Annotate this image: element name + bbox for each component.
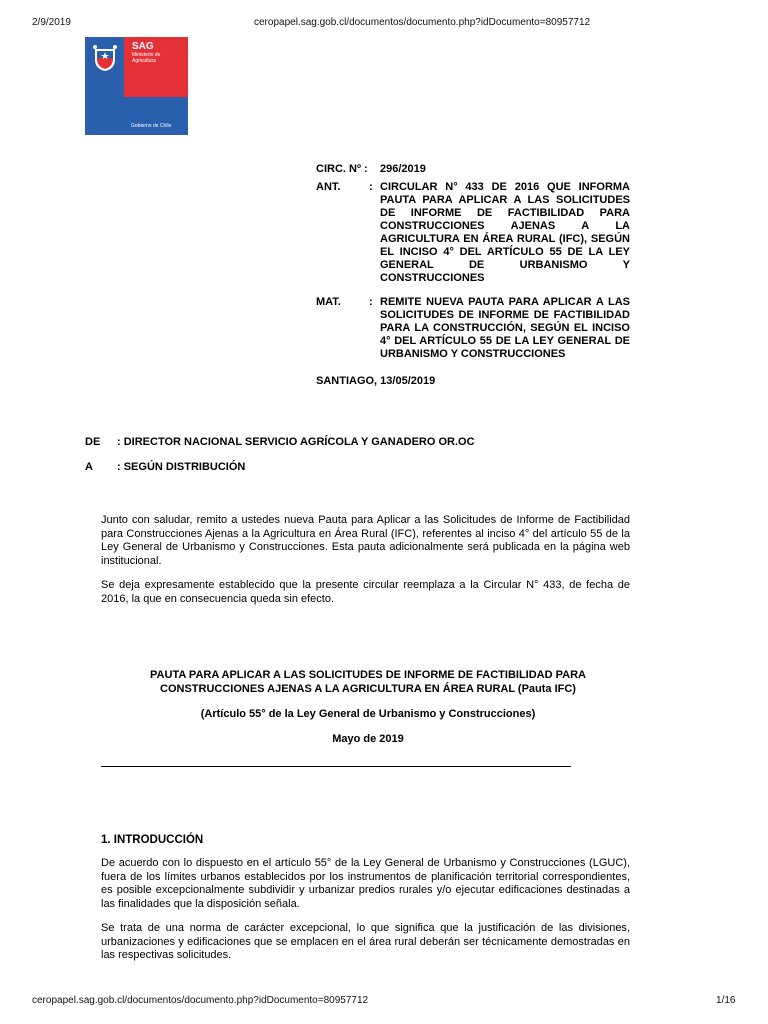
footer-url: ceropapel.sag.gob.cl/documentos/documento.php?idDocumento=80957712: [32, 995, 369, 1006]
circ-label: CIRC. Nº :: [316, 163, 368, 175]
ant-colon: :: [369, 181, 373, 193]
section-divider: [101, 766, 571, 767]
place-date: SANTIAGO, 13/05/2019: [316, 375, 436, 387]
coat-of-arms-icon: [91, 43, 119, 73]
mat-value: REMITE NUEVA PAUTA PARA APLICAR A LAS SOLICITUDES DE INFORME DE FACTIBILIDAD PARA LA CONSTRUCCIÓN, SEGÚN EL INCISO 4° DEL ARTÍCULO 55 DE LA LEY GENERAL DE URBANISMO Y CONSTRUCCIONES: [380, 296, 630, 360]
de-label: DE: [85, 436, 101, 448]
mat-colon: :: [369, 296, 373, 308]
a-value: : SEGÚN DISTRIBUCIÓN: [117, 461, 246, 473]
logo-gov: Gobierno de Chile: [131, 123, 172, 129]
de-value: : DIRECTOR NACIONAL SERVICIO AGRÍCOLA Y GANADERO OR.OC: [117, 436, 475, 448]
paragraph-2: Se deja expresamente establecido que la presente circular reemplaza a la Circular N° 433, de fecha de 2016, la que en consecuencia queda sin efecto.: [101, 579, 630, 605]
ant-label: ANT.: [316, 181, 341, 193]
circ-value: 296/2019: [380, 163, 426, 175]
sag-logo: [85, 37, 188, 135]
mat-label: MAT.: [316, 296, 341, 308]
logo-org: SAG: [132, 41, 154, 52]
paragraph-1: Junto con saludar, remito a ustedes nueva Pauta para Aplicar a las Solicitudes de Informe de Factibilidad para Construcciones Ajenas a la Agricultura en Área Rural (IFC), referentes al inciso 4° del artículo 55 de la Ley General de Urbanismo y Construcciones. Esta pauta adicionalmente será publicada en la página web institucional.: [101, 514, 630, 567]
page-number: 1/16: [716, 995, 736, 1006]
pauta-title: PAUTA PARA APLICAR A LAS SOLICITUDES DE INFORME DE FACTIBILIDAD PARA CONSTRUCCIONES AJENAS A LA AGRICULTURA EN ÁREA RURAL (Pauta IFC): [150, 669, 586, 695]
ant-value: CIRCULAR N° 433 DE 2016 QUE INFORMA PAUTA PARA APLICAR A LAS SOLICITUDES DE INFORME DE FACTIBILIDAD PARA CONSTRUCCIONES AJENAS A LA AGRICULTURA EN ÁREA RURAL (IFC), SEGÚN EL INCISO 4° DEL ARTÍCULO 55 DE LA LEY GENERAL DE URBANISMO Y CONSTRUCCIONES: [380, 181, 630, 284]
section-paragraph-2: Se trata de una norma de carácter excepcional, lo que significa que la justificación de las divisiones, urbanizaciones y edificaciones que se emplacen en el área rural deberán ser técnicamente demostradas en las respectivas solicitudes.: [101, 922, 630, 961]
a-label: A: [85, 461, 93, 473]
logo-ministry: Ministerio de Agricultura: [132, 52, 161, 64]
section-heading: 1. INTRODUCCIÓN: [101, 834, 204, 846]
pauta-subtitle: (Artículo 55° de la Ley General de Urbanismo y Construcciones): [200, 708, 536, 720]
print-url: ceropapel.sag.gob.cl/documentos/documento.php?idDocumento=80957712: [254, 17, 591, 28]
pauta-date: Mayo de 2019: [332, 733, 404, 745]
print-date: 2/9/2019: [32, 17, 71, 28]
section-paragraph-1: De acuerdo con lo dispuesto en el artículo 55° de la Ley General de Urbanismo y Construcciones (LGUC), fuera de los límites urbanos establecidos por los instrumentos de planificación territorial correspondientes, es posible excepcionalmente subdividir y urbanizar predios rurales y/o ejecutar edificaciones destinadas a las finalidades que la disposición señala.: [101, 857, 630, 910]
